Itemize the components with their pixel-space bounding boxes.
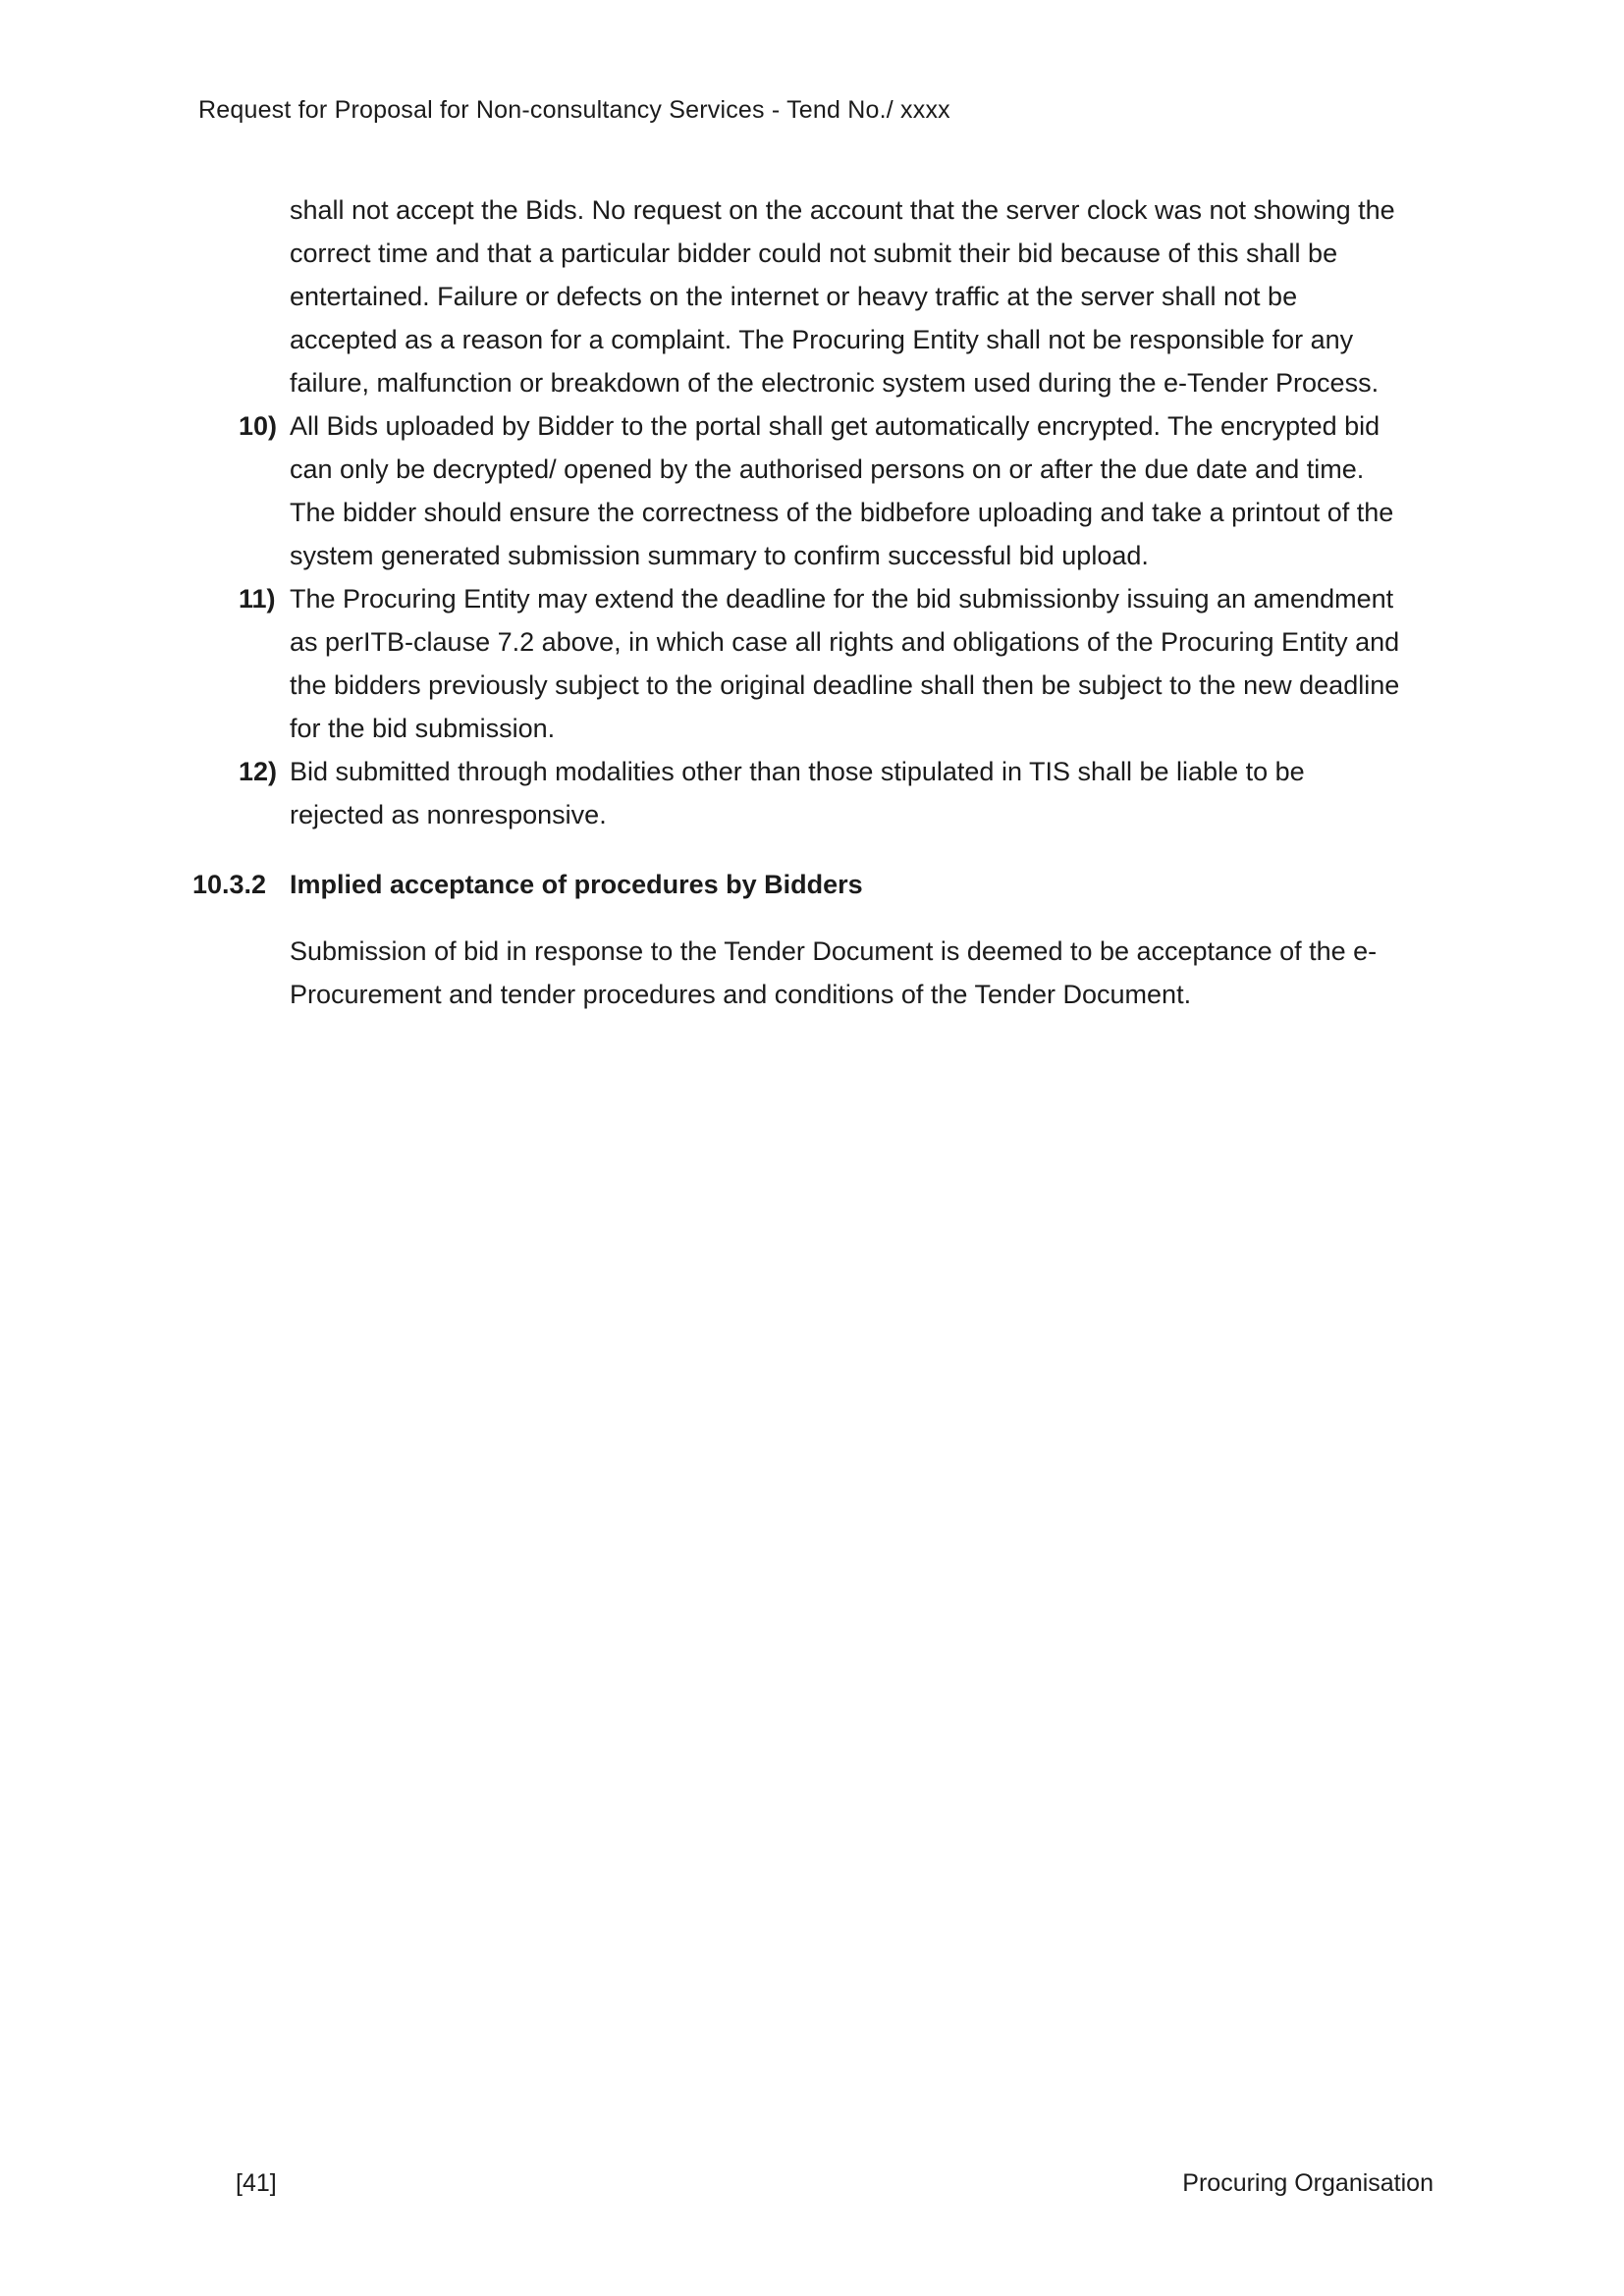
list-item-text: All Bids uploaded by Bidder to the portal shall get automatically encrypted. The encrypted bid can only be decrypted/ opened by the authorised persons on or after the due date and time. The bidder should ensure the correctness of the bidbefore uploading and take a printout of the system generated submission summary to confirm successful bid upload. — [290, 411, 1394, 570]
list-item-text: Bid submitted through modalities other than those stipulated in TIS shall be liable to be rejected as nonresponsive. — [290, 757, 1305, 829]
list-item — [239, 577, 1401, 750]
list-item-number: 11) — [239, 584, 276, 614]
list-item-text: The Procuring Entity may extend the deadline for the bid submissionby issuing an amendment as perITB-clause 7.2 above, in which case all rights and obligations of the Procuring Entity and the bidders previously subject to the original deadline shall then be subject to the new deadline for the bid submission. — [290, 584, 1400, 743]
list-item-number: 12) — [239, 757, 278, 786]
section-number: 10.3.2 — [192, 870, 267, 899]
page-body — [192, 188, 1401, 1016]
list-item — [239, 750, 1401, 836]
section-paragraph: Submission of bid in response to the Tender Document is deemed to be acceptance of the e-Procurement and tender procedures and conditions of the Tender Document. — [290, 936, 1378, 1009]
section-title: Implied acceptance of procedures by Bidders — [290, 870, 863, 899]
list-item-number: 10) — [239, 411, 278, 441]
section-heading — [192, 863, 1401, 906]
numbered-list — [239, 404, 1401, 836]
page-header-title: Request for Proposal for Non-consultancy Services - Tend No./ xxxx — [198, 96, 950, 124]
footer-organisation: Procuring Organisation — [1182, 2169, 1434, 2197]
continuation-paragraph: shall not accept the Bids. No request on the account that the server clock was not showing the correct time and that a particular bidder could not submit their bid because of this shall be entertained. Failure or defects on the internet or heavy traffic at the server shall not be accepted as a reason for a complaint. The Procuring Entity shall not be responsible for any failure, malfunction or breakdown of the electronic system used during the e-Tender Process. — [290, 195, 1395, 398]
footer-page-number: [41] — [236, 2169, 277, 2197]
list-item — [239, 404, 1401, 577]
